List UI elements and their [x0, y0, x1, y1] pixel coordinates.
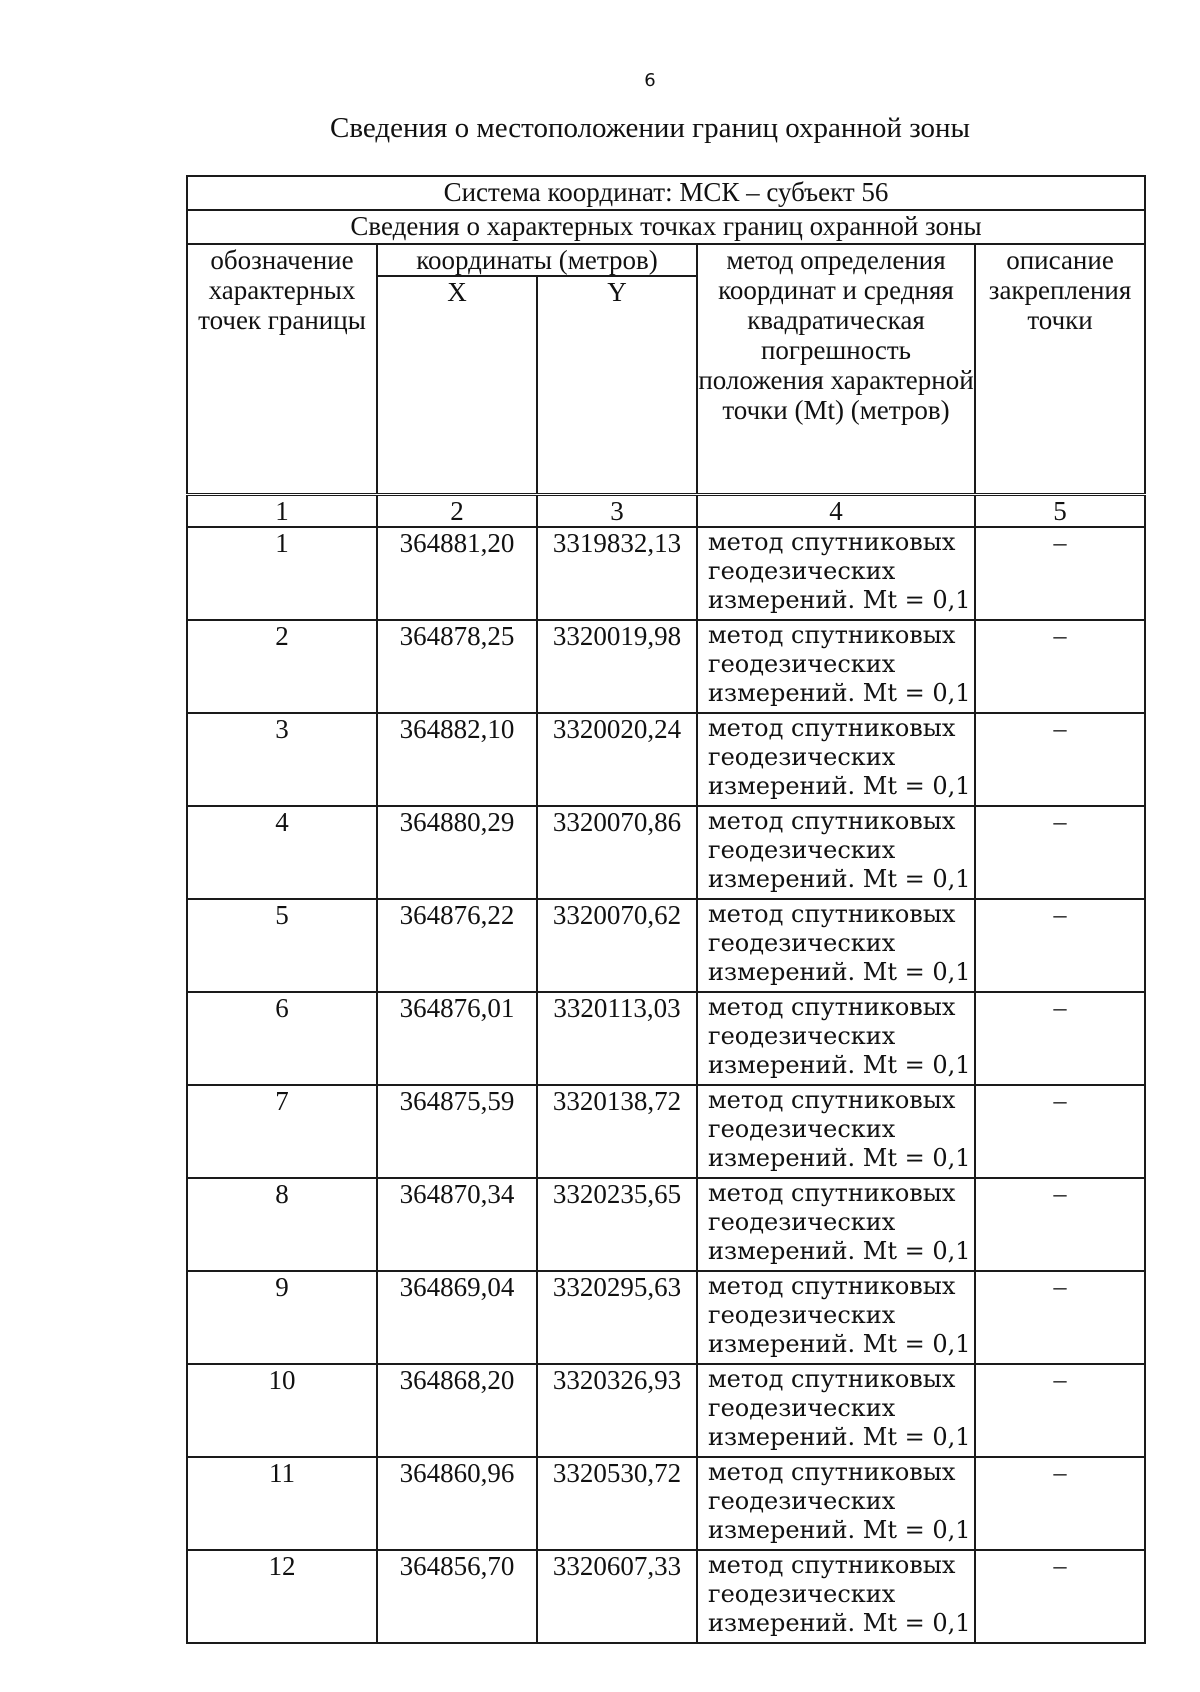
- header-row: [187, 244, 1145, 276]
- x-coordinate-cell: 364870,34: [377, 1178, 537, 1271]
- table-row: [187, 1178, 1145, 1271]
- method-line-2: геодезических: [708, 1580, 896, 1608]
- point-number-cell: 12: [187, 1550, 377, 1643]
- method-line-2: геодезических: [708, 1394, 896, 1422]
- method-line-2: геодезических: [708, 836, 896, 864]
- header-y: Y: [537, 276, 697, 495]
- y-coordinate-cell: 3320113,03: [537, 992, 697, 1085]
- table-subtitle-row: [187, 210, 1145, 244]
- y-coordinate-cell: 3320530,72: [537, 1457, 697, 1550]
- method-line-1: метод спутниковых: [708, 621, 956, 649]
- table-row: [187, 620, 1145, 713]
- point-number-cell: 2: [187, 620, 377, 713]
- x-coordinate-cell: 364856,70: [377, 1550, 537, 1643]
- method-line-3: измерений. Mt = 0,1: [708, 1144, 971, 1172]
- description-cell: –: [975, 992, 1145, 1085]
- method-line-2: геодезических: [708, 1115, 896, 1143]
- header-coordinates: координаты (метров): [377, 244, 697, 276]
- x-coordinate-cell: 364881,20: [377, 527, 537, 620]
- method-cell: [697, 527, 975, 620]
- method-line-3: измерений. Mt = 0,1: [708, 1051, 971, 1079]
- description-cell: –: [975, 1364, 1145, 1457]
- page-title: Сведения о местоположении границ охранной зоны: [329, 112, 970, 144]
- method-line-3: измерений. Mt = 0,1: [708, 586, 971, 614]
- y-coordinate-cell: 3320295,63: [537, 1271, 697, 1364]
- point-number-cell: 8: [187, 1178, 377, 1271]
- table-row: [187, 806, 1145, 899]
- header-method: метод определения координат и средняя квадратическая погрешность положения характерной точки (Mt) (метров): [697, 244, 975, 495]
- method-line-2: геодезических: [708, 1487, 896, 1515]
- method-line-2: геодезических: [708, 1301, 896, 1329]
- description-cell: –: [975, 1550, 1145, 1643]
- method-line-3: измерений. Mt = 0,1: [708, 679, 971, 707]
- coordinate-system-row: [187, 176, 1145, 210]
- table-subtitle-cell: Сведения о характерных точках границ охранной зоны: [187, 210, 1145, 244]
- method-cell: [697, 713, 975, 806]
- method-line-2: геодезических: [708, 557, 896, 585]
- method-line-1: метод спутниковых: [708, 900, 956, 928]
- table-row: [187, 1457, 1145, 1550]
- description-cell: –: [975, 1457, 1145, 1550]
- table-row: [187, 713, 1145, 806]
- column-number-2: 2: [377, 495, 537, 528]
- description-cell: –: [975, 713, 1145, 806]
- method-cell: [697, 1178, 975, 1271]
- method-cell: [697, 1364, 975, 1457]
- method-line-2: геодезических: [708, 929, 896, 957]
- table-row: [187, 1085, 1145, 1178]
- column-number-3: 3: [537, 495, 697, 528]
- column-numbers-row: [187, 495, 1145, 528]
- y-coordinate-cell: 3320070,62: [537, 899, 697, 992]
- x-coordinate-cell: 364860,96: [377, 1457, 537, 1550]
- coordinate-system-cell: Система координат: МСК – субъект 56: [187, 176, 1145, 210]
- page-number: 6: [644, 70, 656, 91]
- method-cell: [697, 806, 975, 899]
- description-cell: –: [975, 527, 1145, 620]
- point-number-cell: 1: [187, 527, 377, 620]
- description-cell: –: [975, 1271, 1145, 1364]
- table-row: [187, 527, 1145, 620]
- table-row: [187, 1364, 1145, 1457]
- method-line-1: метод спутниковых: [708, 993, 956, 1021]
- column-number-1: 1: [187, 495, 377, 528]
- method-cell: [697, 1085, 975, 1178]
- method-line-1: метод спутниковых: [708, 714, 956, 742]
- method-cell: [697, 992, 975, 1085]
- method-line-1: метод спутниковых: [708, 1551, 956, 1579]
- y-coordinate-cell: 3320019,98: [537, 620, 697, 713]
- y-coordinate-cell: 3320020,24: [537, 713, 697, 806]
- method-line-3: измерений. Mt = 0,1: [708, 1609, 971, 1637]
- point-number-cell: 3: [187, 713, 377, 806]
- point-number-cell: 10: [187, 1364, 377, 1457]
- method-line-2: геодезических: [708, 1208, 896, 1236]
- description-cell: –: [975, 1178, 1145, 1271]
- table-row: [187, 992, 1145, 1085]
- y-coordinate-cell: 3320235,65: [537, 1178, 697, 1271]
- method-cell: [697, 1550, 975, 1643]
- method-line-3: измерений. Mt = 0,1: [708, 1237, 971, 1265]
- boundary-points-table: [186, 175, 1146, 1644]
- y-coordinate-cell: 3319832,13: [537, 527, 697, 620]
- method-line-3: измерений. Mt = 0,1: [708, 1516, 971, 1544]
- table-row: [187, 899, 1145, 992]
- method-line-3: измерений. Mt = 0,1: [708, 1330, 971, 1358]
- header-description: описание закрепления точки: [975, 244, 1145, 495]
- header-x: X: [377, 276, 537, 495]
- y-coordinate-cell: 3320607,33: [537, 1550, 697, 1643]
- method-line-1: метод спутниковых: [708, 1365, 956, 1393]
- y-coordinate-cell: 3320138,72: [537, 1085, 697, 1178]
- x-coordinate-cell: 364869,04: [377, 1271, 537, 1364]
- description-cell: –: [975, 899, 1145, 992]
- method-line-1: метод спутниковых: [708, 1086, 956, 1114]
- point-number-cell: 9: [187, 1271, 377, 1364]
- x-coordinate-cell: 364868,20: [377, 1364, 537, 1457]
- method-line-2: геодезических: [708, 1022, 896, 1050]
- method-line-3: измерений. Mt = 0,1: [708, 1423, 971, 1451]
- x-coordinate-cell: 364882,10: [377, 713, 537, 806]
- method-line-1: метод спутниковых: [708, 1179, 956, 1207]
- method-cell: [697, 899, 975, 992]
- point-number-cell: 11: [187, 1457, 377, 1550]
- x-coordinate-cell: 364876,01: [377, 992, 537, 1085]
- column-number-5: 5: [975, 495, 1145, 528]
- description-cell: –: [975, 806, 1145, 899]
- method-cell: [697, 1457, 975, 1550]
- method-line-3: измерений. Mt = 0,1: [708, 865, 971, 893]
- method-line-1: метод спутниковых: [708, 1458, 956, 1486]
- point-number-cell: 7: [187, 1085, 377, 1178]
- point-number-cell: 4: [187, 806, 377, 899]
- method-line-1: метод спутниковых: [708, 528, 956, 556]
- x-coordinate-cell: 364878,25: [377, 620, 537, 713]
- method-line-3: измерений. Mt = 0,1: [708, 958, 971, 986]
- description-cell: –: [975, 1085, 1145, 1178]
- point-number-cell: 5: [187, 899, 377, 992]
- method-line-1: метод спутниковых: [708, 807, 956, 835]
- description-cell: –: [975, 620, 1145, 713]
- column-number-4: 4: [697, 495, 975, 528]
- header-designation: обозначение характерных точек границы: [187, 244, 377, 495]
- method-line-3: измерений. Mt = 0,1: [708, 772, 971, 800]
- method-cell: [697, 620, 975, 713]
- x-coordinate-cell: 364876,22: [377, 899, 537, 992]
- method-line-2: геодезических: [708, 743, 896, 771]
- point-number-cell: 6: [187, 992, 377, 1085]
- x-coordinate-cell: 364880,29: [377, 806, 537, 899]
- method-line-1: метод спутниковых: [708, 1272, 956, 1300]
- y-coordinate-cell: 3320326,93: [537, 1364, 697, 1457]
- x-coordinate-cell: 364875,59: [377, 1085, 537, 1178]
- y-coordinate-cell: 3320070,86: [537, 806, 697, 899]
- table-row: [187, 1550, 1145, 1643]
- method-line-2: геодезических: [708, 650, 896, 678]
- table-row: [187, 1271, 1145, 1364]
- method-cell: [697, 1271, 975, 1364]
